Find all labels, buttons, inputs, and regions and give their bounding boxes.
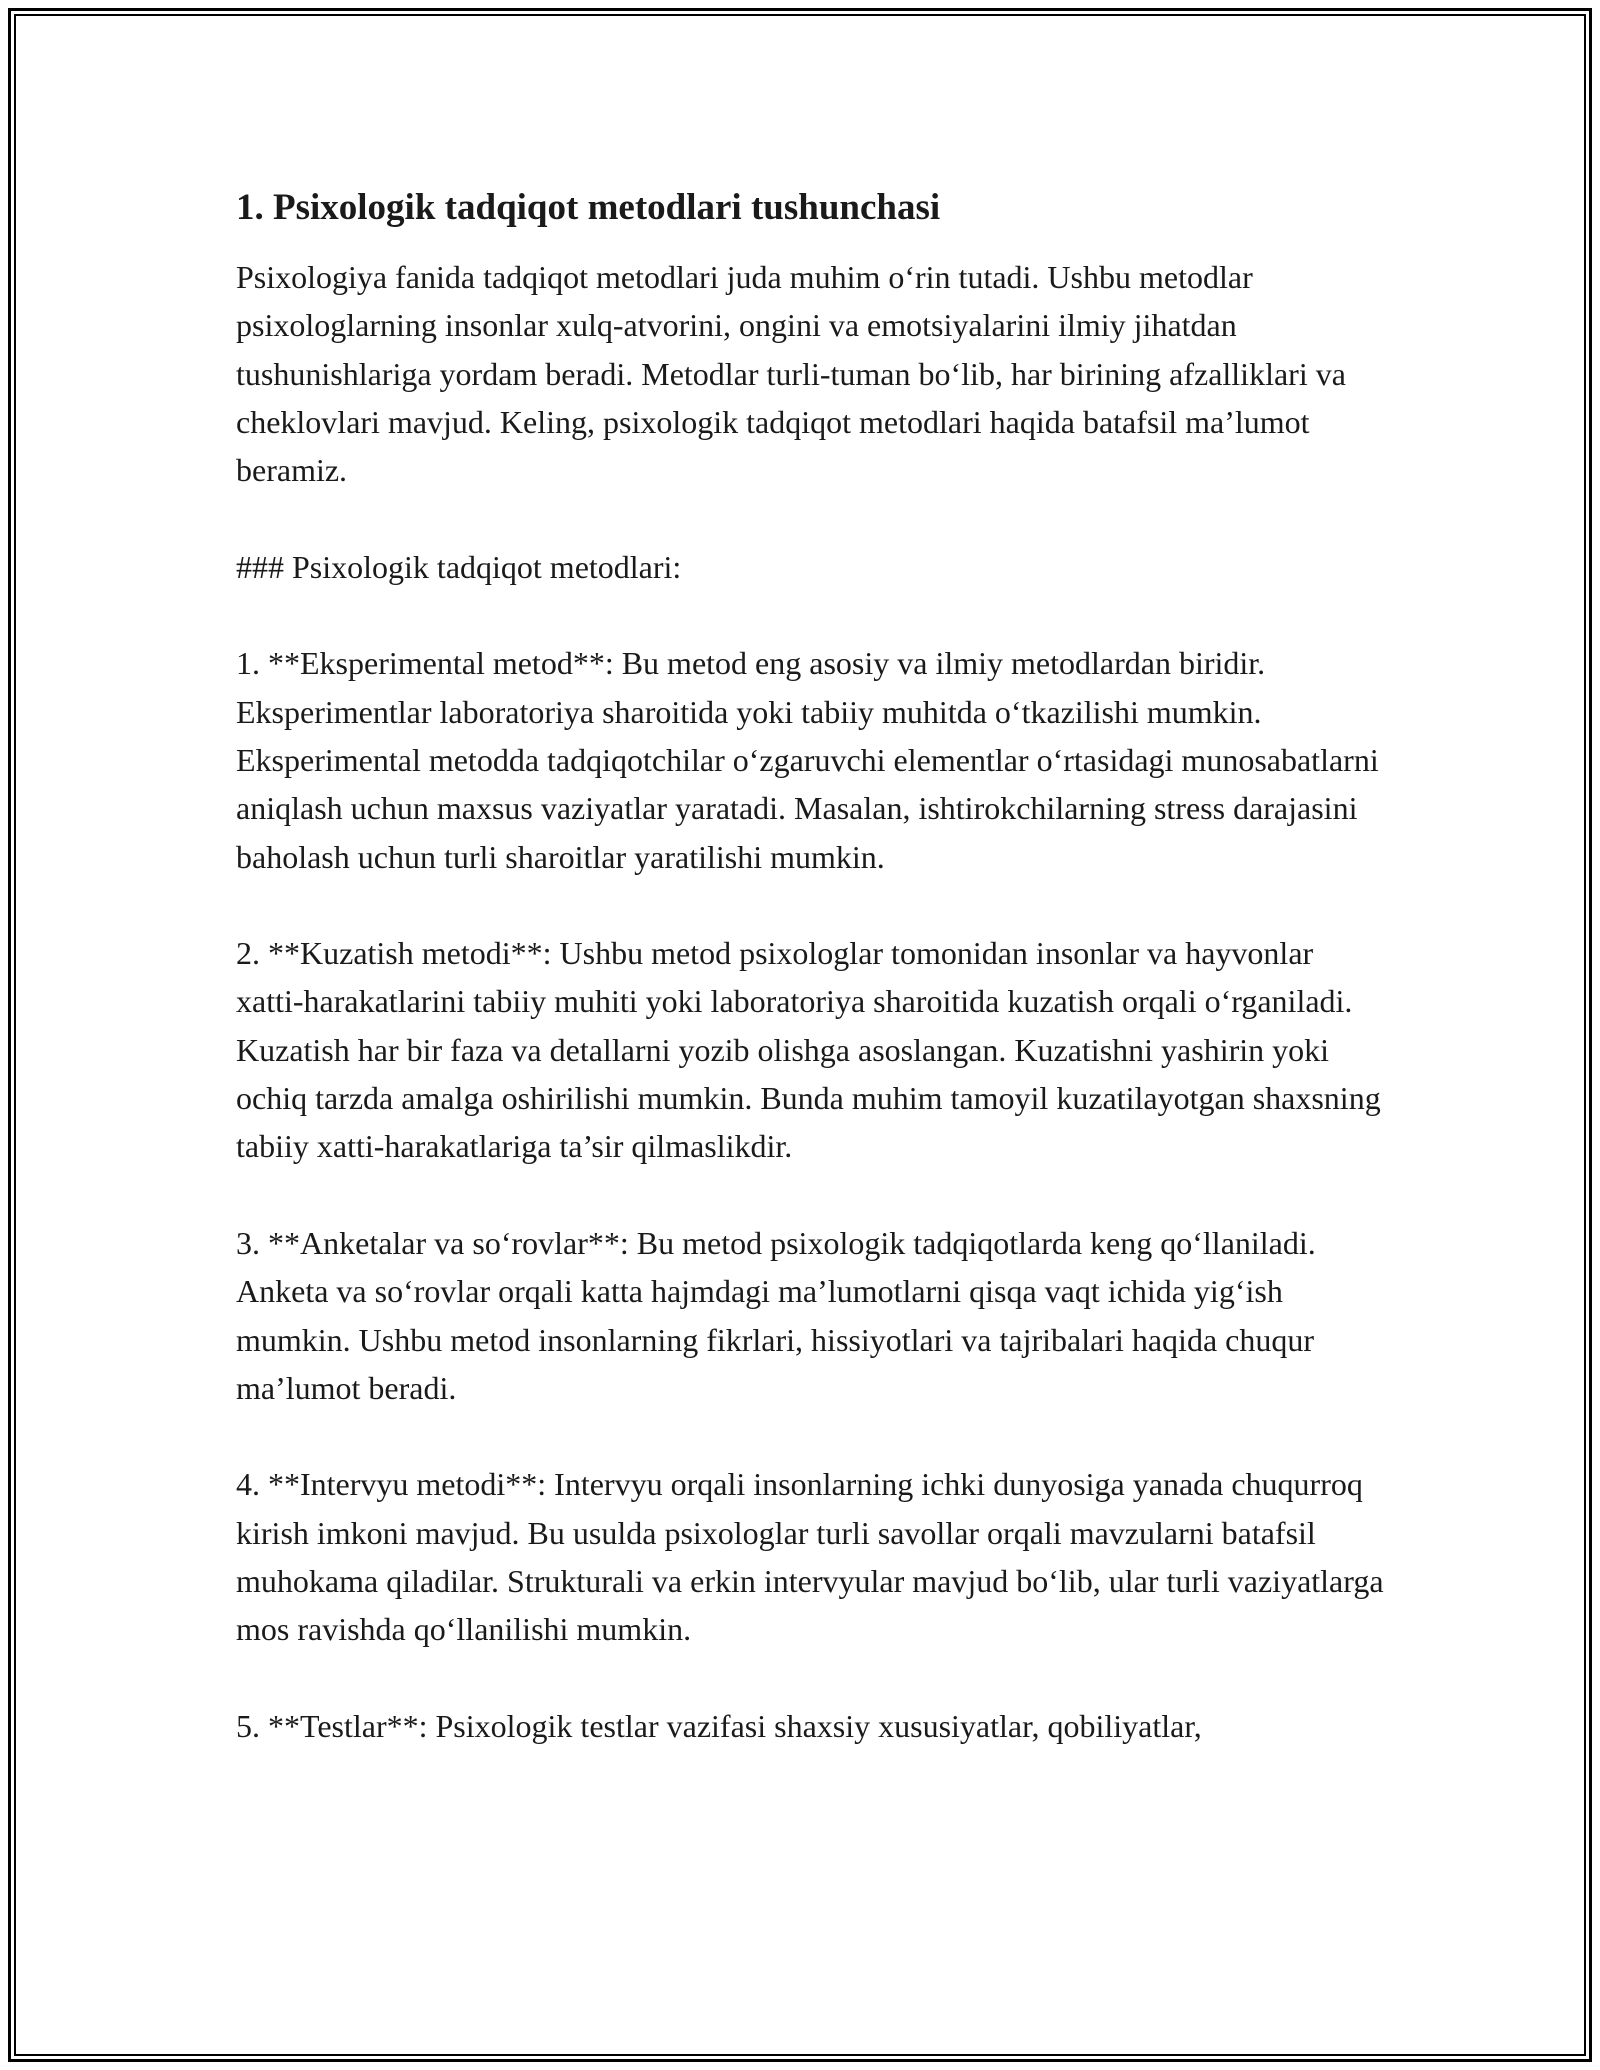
list-item-observation-method: 2. **Kuzatish metodi**: Ushbu metod psixologlar tomonidan insonlar va hayvonlar xatti-harakatlarini tabiiy muhiti yoki laboratoriya sharoitida kuzatish orqali o‘rganiladi. Kuzatish har bir faza va detallarni yozib olishga asoslangan. Kuzatishni yashirin yoki ochiq tarzda amalga oshirilishi mumkin. Bunda muhim tamoyil kuzatilayotgan shaxsning tabiiy xatti-harakatlariga ta’sir qilmaslikdir. (236, 935, 1381, 1165)
list-item-tests: 5. **Testlar**: Psixologik testlar vazifasi shaxsiy xususiyatlar, qobiliyatlar, (236, 1707, 1202, 1744)
section-subheading: ### Psixologik tadqiqot metodlari: (236, 548, 682, 585)
intro-paragraph: Psixologiya fanida tadqiqot metodlari juda muhim o‘rin tutadi. Ushbu metodlar psixologlarning insonlar xulq-atvorini, ongini va emotsiyalarini ilmiy jihatdan tushunishlariga yordam beradi. Metodlar turli-tuman bo‘lib, har birining afzalliklari va cheklovlari mavjud. Keling, psixologik tadqiqot metodlari haqida batafsil ma’lumot beramiz. (236, 259, 1346, 489)
list-item-questionnaires-surveys: 3. **Anketalar va so‘rovlar**: Bu metod psixologik tadqiqotlarda keng qo‘llaniladi. Anketa va so‘rovlar orqali katta hajmdagi ma’lumotlarni qisqa vaqt ichida yig‘ish mumkin. Ushbu metod insonlarning fikrlari, hissiyotlari va tajribalari haqida chuqur ma’lumot beradi. (236, 1224, 1316, 1406)
list-item-experimental-method: 1. **Eksperimental metod**: Bu metod eng asosiy va ilmiy metodlardan biridir. Eksperimentlar laboratoriya sharoitida yoki tabiiy muhitda o‘tkazilishi mumkin. Eksperimental metodda tadqiqotchilar o‘zgaruvchi elementlar o‘rtasidagi munosabatlarni aniqlash uchun maxsus vaziyatlar yaratadi. Masalan, ishtirokchilarning stress darajasini baholash uchun turli sharoitlar yaratilishi mumkin. (236, 645, 1379, 875)
document-heading: 1. Psixologik tadqiqot metodlari tushunchasi (236, 187, 941, 228)
list-item-interview-method: 4. **Intervyu metodi**: Intervyu orqali insonlarning ichki dunyosiga yanada chuqurroq kirish imkoni mavjud. Bu usulda psixologlar turli savollar orqali mavzularni batafsil muhokama qiladilar. Strukturali va erkin intervyular mavjud bo‘lib, ular turli vaziyatlarga mos ravishda qo‘llanilishi mumkin. (236, 1466, 1384, 1648)
document-body (236, 185, 1386, 1750)
